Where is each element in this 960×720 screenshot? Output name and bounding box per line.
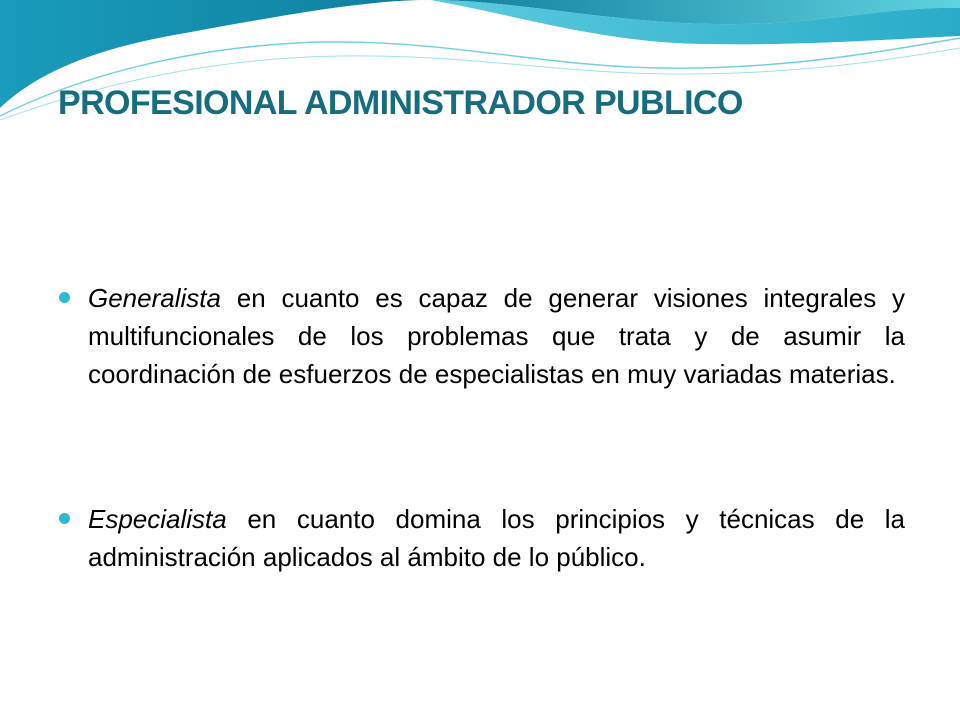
bullet-text: en cuanto domina los principios y técnicas de la administración aplicados al ámbito de lo público. [88,504,905,572]
bullet-term: Generalista [88,283,221,313]
bullet-text: en cuanto es capaz de generar visiones integrales y multifuncionales de los problemas que trata y de asumir la coordinación de esfuerzos de especialistas en muy variadas materias. [88,283,905,389]
bullet-term: Especialista [88,504,227,534]
bullet-dot [59,513,70,524]
slide-title: PROFESIONAL ADMINISTRADOR PUBLICO [58,84,743,122]
bullet-list [57,279,905,576]
bullet-item-especialista [57,500,905,576]
bullet-item-generalista [57,279,905,393]
bullet-dot [59,292,70,303]
